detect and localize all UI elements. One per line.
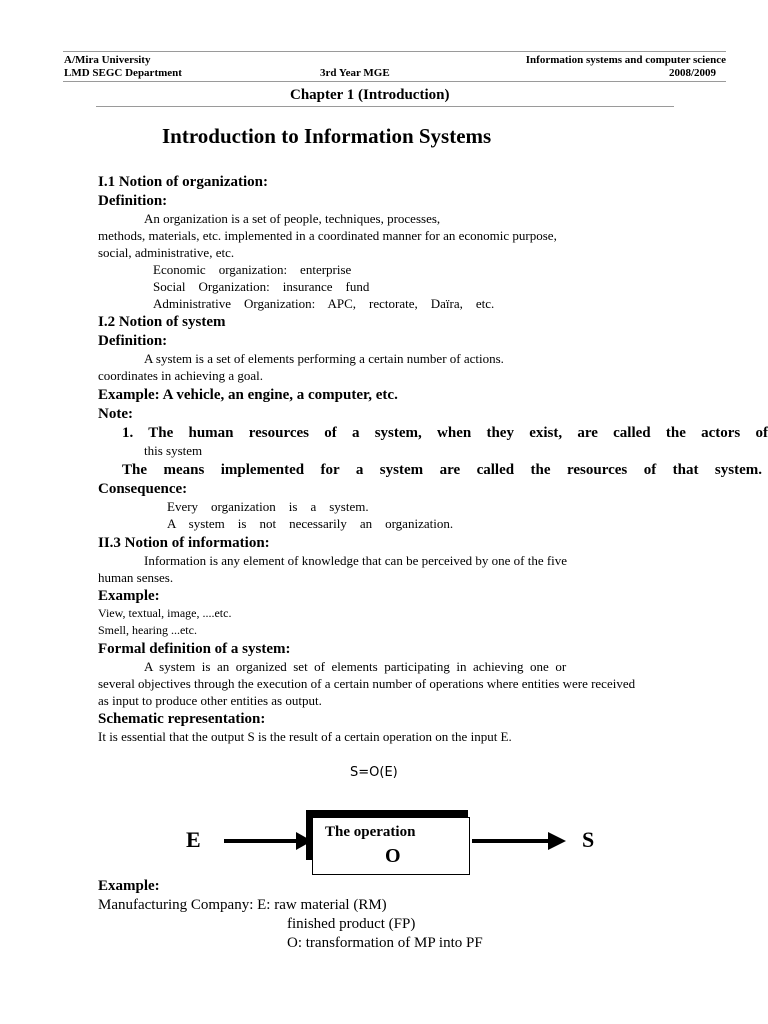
paragraph-line: It is essential that the output S is the result of a certain operation on the input E. [98,729,512,744]
paragraph-line: social, administrative, etc. [98,245,235,260]
consequence-item: Every organization is a system. [167,499,369,514]
formula: S=O(E) [350,765,398,780]
page-title: Introduction to Information Systems [162,124,492,148]
output-arrow-icon [472,826,568,856]
consequence-label: Consequence: [98,481,188,497]
diagram-output-label: S [582,827,595,852]
header-mid-rule [63,81,726,82]
consequence-item: A system is not necessarily an organization. [167,516,454,531]
chapter-title: Chapter 1 (Introduction) [290,87,450,103]
paragraph-line: methods, materials, etc. implemented in a coordinated manner for an economic purpose, [98,228,557,243]
paragraph-line: A system is a set of elements performing a certain number of actions. [144,351,504,366]
organization-example: Economic organization: enterprise [153,262,352,277]
paragraph-line: human senses. [98,570,174,585]
information-example: Smell, hearing ...etc. [98,623,197,637]
section-heading-information: II.3 Notion of information: [98,535,270,551]
section-heading-formal-definition: Formal definition of a system: [98,641,291,657]
section-heading-schematic: Schematic representation: [98,711,266,727]
organization-example: Administrative Organization: APC, rectorate, Daïra, etc. [153,296,495,311]
operation-box-label: The operation [325,824,416,840]
note-item-1-continuation: this system [144,443,203,458]
header-subject: Information systems and computer science [525,54,726,66]
header-university: A/Mira University [64,54,151,66]
manufacturing-example-line: O: transformation of MP into PF [287,935,483,951]
header-top-rule [63,51,726,52]
chapter-rule [96,106,674,107]
input-arrow-icon [222,826,314,856]
section-heading-system: I.2 Notion of system [98,314,226,330]
operation-box-letter: O [385,845,401,867]
diagram-input-label: E [186,827,201,852]
paragraph-line: several objectives through the execution of a certain number of operations where entities were received [98,676,636,691]
paragraph-line: coordinates in achieving a goal. [98,368,263,383]
paragraph-line: as input to produce other entities as output. [98,693,322,708]
paragraph-line: A system is an organized set of elements participating in achieving one or [144,659,567,674]
system-example: Example: A vehicle, an engine, a computer, etc. [98,387,398,403]
paragraph-line: Information is any element of knowledge that can be perceived by one of the five [144,553,568,568]
example-label: Example: [98,588,160,604]
definition-label: Definition: [98,193,168,209]
manufacturing-example-line: finished product (FP) [287,916,416,932]
note-item-2: The means implemented for a system are called the resources of that system. [122,462,762,478]
definition-label: Definition: [98,333,168,349]
paragraph-line: An organization is a set of people, techniques, processes, [144,211,441,226]
organization-example: Social Organization: insurance fund [153,279,370,294]
manufacturing-example-line: Manufacturing Company: E: raw material (RM) [98,897,387,913]
header-year: 3rd Year MGE [320,67,390,79]
header-department: LMD SEGC Department [64,67,182,79]
header-academic-year: 2008/2009 [668,67,716,79]
section-heading-organization: I.1 Notion of organization: [98,174,268,190]
note-item-1: 1. The human resources of a system, when they exist, are called the actors of [122,425,768,441]
information-example: View, textual, image, ....etc. [98,606,232,620]
note-label: Note: [98,406,133,422]
example-label: Example: [98,878,160,894]
